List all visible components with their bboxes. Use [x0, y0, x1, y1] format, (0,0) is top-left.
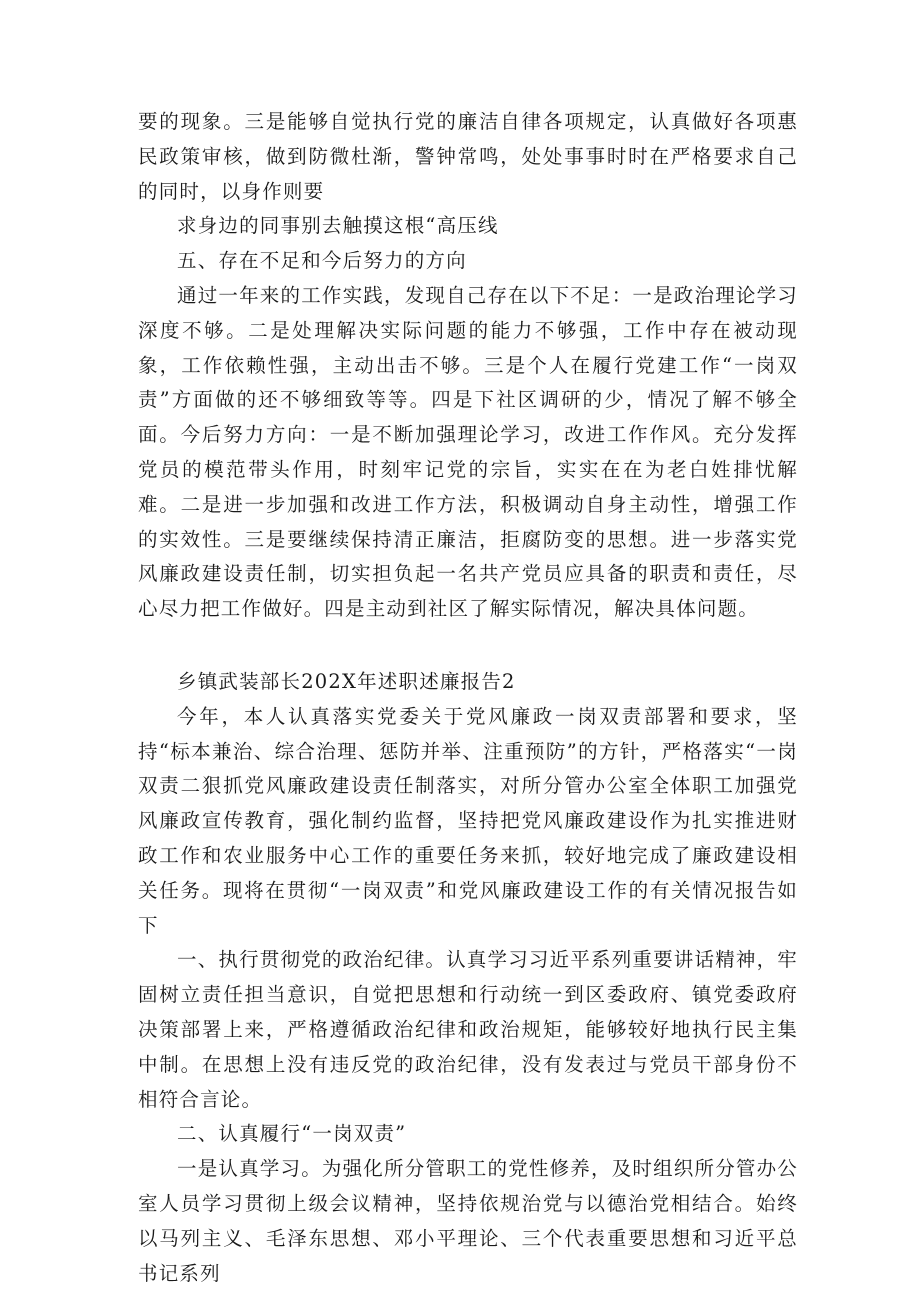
section-heading-shortcomings: 五、存在不足和今后努力的方向 [177, 249, 467, 273]
paragraph-political-discipline: 一、执行贯彻党的政治纪律。认真学习习近平系列重要讲话精神，牢固树立责任担当意识，自觉把思想和行动统一到区委政府、镇党委政府决策部署上来，严格遵循政治纪律和政治规矩，能够较好地执行民主集中制。在思想上没有违反党的政治纪律，没有发表过与党员干部身份不相符合言论。 [138, 948, 799, 1111]
section-heading-duties: 二、认真履行“一岗双责” [177, 1122, 407, 1146]
paragraph-continuation: 要的现象。三是能够自觉执行党的廉洁自律各项规定，认真做好各项惠民政策审核，做到防微杜渐，警钟常鸣，处处事事时时在严格要求自己的同时，以身作则要 [138, 110, 798, 203]
paragraph-high-voltage-line: 求身边的同事别去触摸这根“高压线 [177, 214, 499, 238]
paragraph-intro: 今年，本人认真落实党委关于党风廉政一岗双责部署和要求，坚持“标本兼治、综合治理、惩防并举、注重预防”的方针，严格落实“一岗双责二狠抓党风廉政建设责任制落实，对所分管办公室全体职工加强党风廉政宣传教育，强化制约监督，坚持把党风廉政建设作为扎实推进财政工作和农业服务中心工作的重要任务来抓，较好地完成了廉政建设相关任务。现将在贯彻“一岗双责”和党风廉政建设工作的有关情况报告如下 [138, 704, 798, 937]
section-spacer [138, 627, 798, 665]
document-page [138, 105, 798, 1291]
report-title: 乡镇武装部长202X年述职述廉报告2 [177, 669, 516, 693]
paragraph-study: 一是认真学习。为强化所分管职工的党性修养，及时组织所分管办公室人员学习贯彻上级会议精神，坚持依规治党与以德治党相结合。始终以马列主义、毛泽东思想、邓小平理论、三个代表重要思想和习近平总书记系列 [138, 1157, 799, 1285]
paragraph-shortcomings: 通过一年来的工作实践，发现自己存在以下不足：一是政治理论学习深度不够。二是处理解决实际问题的能力不够强，工作中存在被动现象，工作依赖性强，主动出击不够。三是个人在履行党建工作“一岗双责”方面做的还不够细致等等。四是下社区调研的少，情况了解不够全面。今后努力方向：一是不断加强理论学习，改进工作作风。充分发挥党员的模范带头作用，时刻牢记党的宗旨，实实在在为老白姓排忧解难。二是进一步加强和改进工作方法，积极调动自身主动性，增强工作的实效性。三是要继续保持清正廉洁，拒腐防变的思想。进一步落实党风廉政建设责任制，切实担负起一名共产党员应具备的职责和责任，尽心尽力把工作做好。四是主动到社区了解实际情况，解决具体问题。 [138, 283, 799, 621]
